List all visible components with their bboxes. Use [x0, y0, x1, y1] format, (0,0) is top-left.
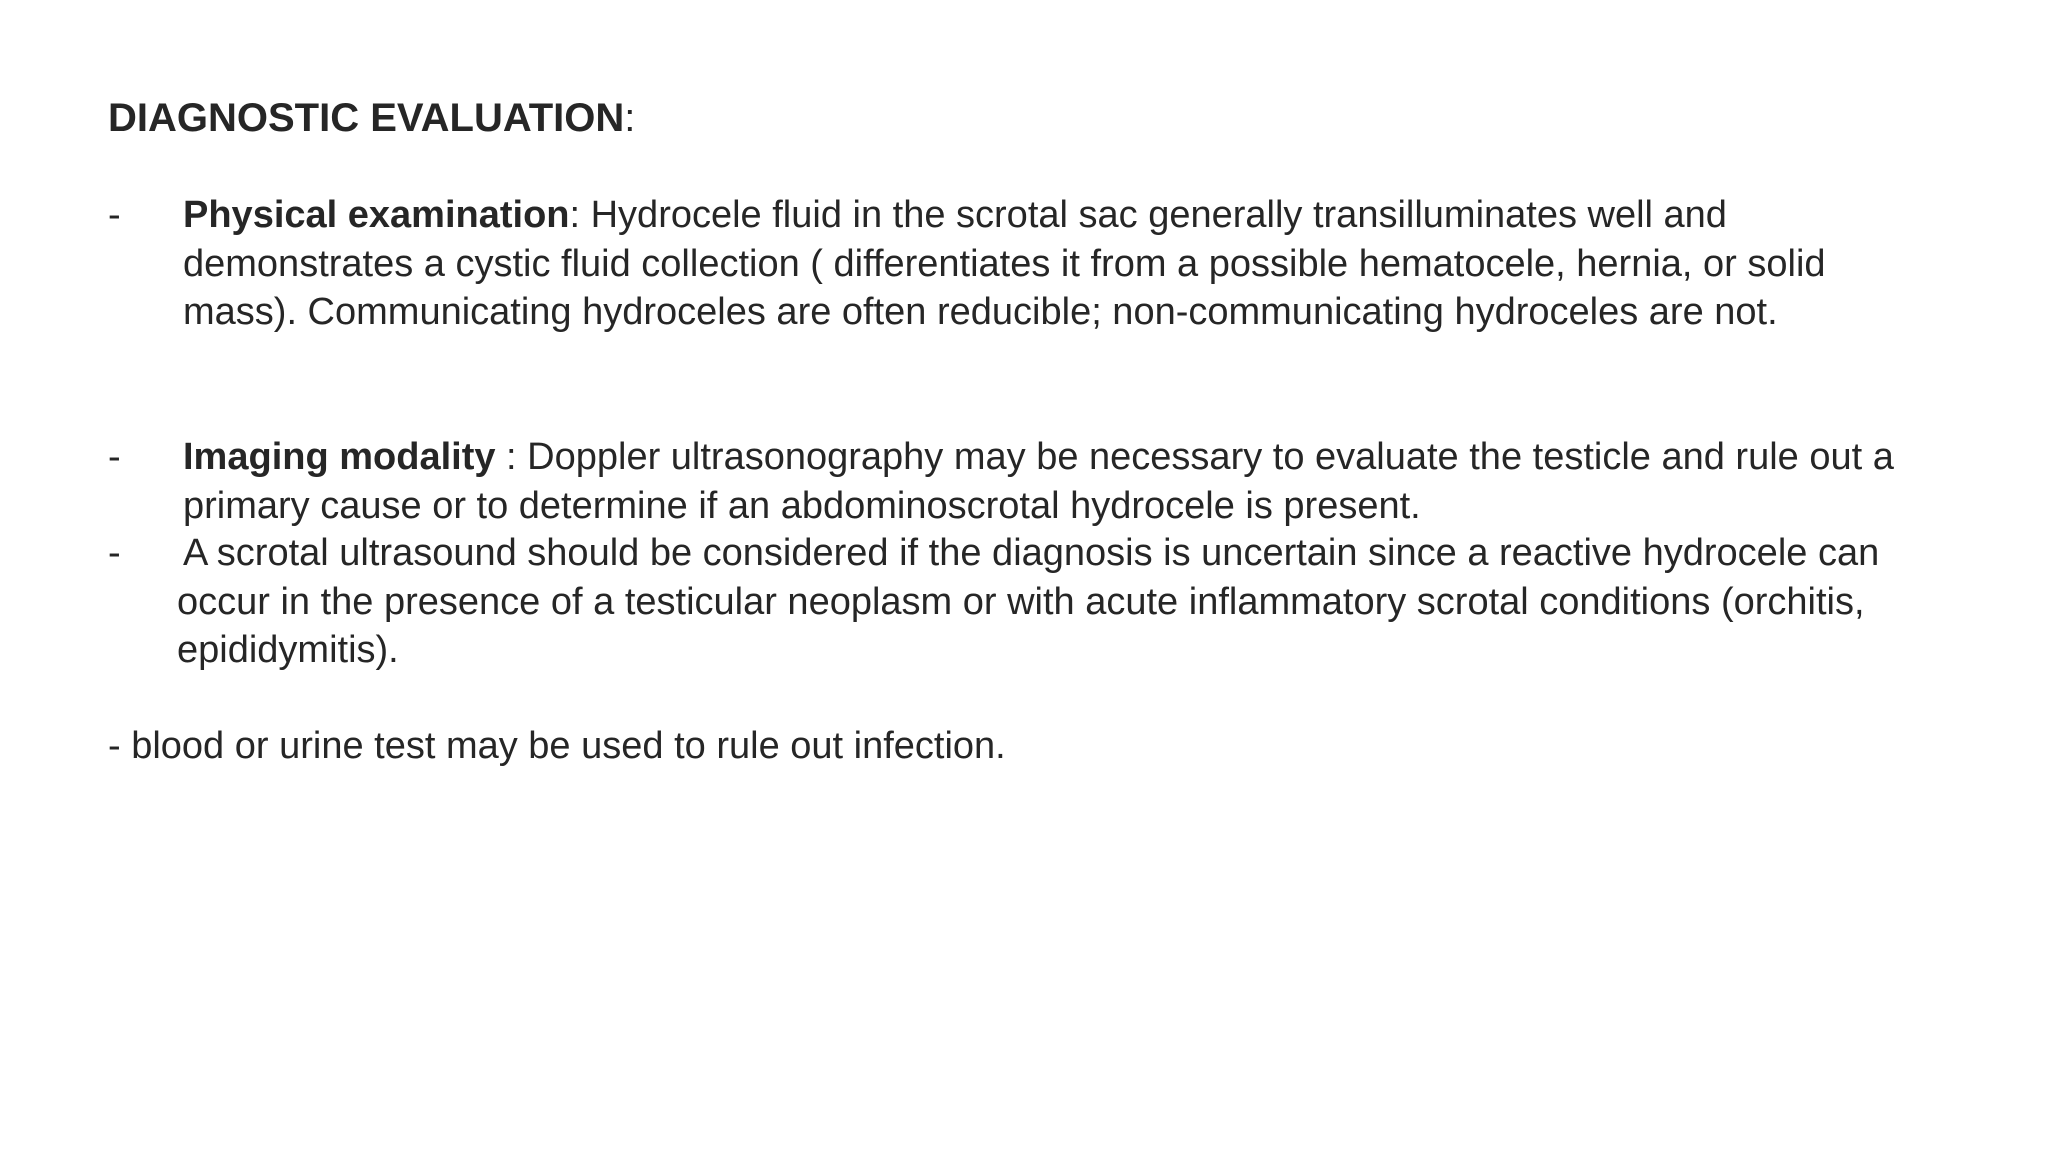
bullet-blood-urine-test: - blood or urine test may be used to rule out infection.	[108, 725, 1006, 767]
page-title	[108, 94, 635, 142]
bullet-physical-examination	[183, 191, 1943, 337]
bullet-marker: -	[108, 194, 121, 236]
bullet-text: : Hydrocele fluid in the scrotal sac generally transilluminates well and demonstrates a cystic fluid collection ( differentiates it from a possible hematocele, hernia, or solid mass). Communicating hydroceles are often reducible; non-communicating hydroceles are not.	[183, 194, 1826, 333]
bullet-imaging-modality	[183, 433, 1943, 530]
bullet-marker: -	[108, 436, 121, 478]
bullet-scrotal-ultrasound	[177, 529, 1943, 675]
heading-title: DIAGNOSTIC EVALUATION	[108, 96, 625, 140]
bullet-label: Imaging modality	[183, 436, 496, 478]
bullet-text: A scrotal ultrasound should be considered if the diagnosis is uncertain since a reactive hydrocele can occur in the presence of a testicular neoplasm or with acute inflammatory scrotal conditions (orchitis, epididymitis).	[177, 532, 1880, 671]
bullet-text: : Doppler ultrasonography may be necessary to evaluate the testicle and rule out a primary cause or to determine if an abdominoscrotal hydrocele is present.	[183, 436, 1894, 527]
heading-colon: :	[624, 96, 636, 140]
bullet-label: Physical examination	[183, 194, 570, 236]
bullet-marker: -	[108, 532, 121, 574]
